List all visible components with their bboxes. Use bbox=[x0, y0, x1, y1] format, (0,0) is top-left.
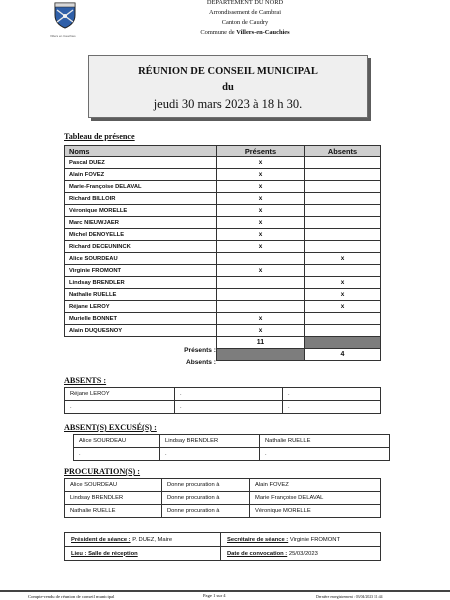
member-name: Réjane LEROY bbox=[65, 301, 217, 313]
table-row bbox=[65, 479, 381, 492]
meeting-title: RÉUNION DE CONSEIL MUNICIPAL bbox=[138, 66, 318, 77]
excuses-table bbox=[73, 434, 390, 461]
absent-cell: . bbox=[175, 401, 283, 414]
member-name: Véronique MORELLE bbox=[65, 205, 217, 217]
absent-cell: Réjane LEROY bbox=[65, 388, 175, 401]
table-row bbox=[65, 193, 381, 205]
table-row bbox=[65, 241, 381, 253]
present-mark: x bbox=[217, 181, 305, 193]
table-row bbox=[65, 265, 381, 277]
meeting-title-du: du bbox=[222, 82, 234, 93]
procurations-heading: PROCURATION(S) : bbox=[64, 467, 141, 476]
absent-mark bbox=[305, 229, 381, 241]
present-mark: x bbox=[217, 265, 305, 277]
footer-page-number: Page 1 sur 4 bbox=[203, 593, 226, 598]
member-name: Alice SOURDEAU bbox=[65, 253, 217, 265]
absents-total-row bbox=[65, 349, 381, 361]
footer-divider bbox=[0, 590, 450, 592]
present-mark: x bbox=[217, 217, 305, 229]
absent-mark: x bbox=[305, 277, 381, 289]
lieu-label: Lieu : Salle de réception bbox=[71, 550, 138, 557]
member-name: Marie-Françoise DELAVAL bbox=[65, 181, 217, 193]
convocation-cell bbox=[221, 547, 381, 561]
table-row bbox=[65, 505, 381, 518]
secretaire-value: Virginie FROMONT bbox=[288, 536, 340, 543]
member-name: Richard BILLOIR bbox=[65, 193, 217, 205]
absents-total-filler bbox=[217, 349, 305, 361]
table-row bbox=[65, 277, 381, 289]
presents-total-row bbox=[65, 337, 381, 349]
absent-mark bbox=[305, 241, 381, 253]
presents-total-label: Présents : bbox=[184, 347, 216, 354]
present-mark bbox=[217, 289, 305, 301]
absent-mark bbox=[305, 157, 381, 169]
present-mark: x bbox=[217, 157, 305, 169]
presents-total-value: 11 bbox=[256, 339, 265, 346]
col-header-absents: Absents bbox=[305, 146, 381, 157]
table-row bbox=[65, 301, 381, 313]
absents-total: 4 bbox=[305, 349, 381, 361]
absent-mark: x bbox=[305, 289, 381, 301]
footer-right: Dernière enregistrement : 03/04/2023 11:44 bbox=[316, 595, 383, 599]
footer-left: Compte-rendu de réunion de conseil municipal bbox=[28, 594, 115, 599]
table-row bbox=[65, 181, 381, 193]
table-row bbox=[65, 325, 381, 337]
lieu-cell bbox=[65, 547, 221, 561]
table-row bbox=[65, 547, 381, 561]
seance-info-table bbox=[64, 532, 381, 561]
procuration-giver: Lindsay BRENDLER bbox=[65, 492, 162, 505]
present-mark bbox=[217, 301, 305, 313]
present-mark: x bbox=[217, 169, 305, 181]
excuse-cell: . bbox=[260, 448, 390, 461]
absent-mark bbox=[305, 265, 381, 277]
table-row bbox=[65, 205, 381, 217]
absent-cell: . bbox=[175, 388, 283, 401]
present-mark bbox=[217, 253, 305, 265]
presents-total-filler bbox=[305, 337, 381, 349]
excuse-cell: Nathalie RUELLE bbox=[260, 435, 390, 448]
member-name: Richard DECEUNINCK bbox=[65, 241, 217, 253]
member-name: Lindsay BRENDLER bbox=[65, 277, 217, 289]
secretaire-cell bbox=[221, 533, 381, 547]
crest-caption: Villers en Cauchies bbox=[50, 34, 76, 38]
coat-of-arms-icon bbox=[52, 0, 78, 30]
member-name: Michel DENOYELLE bbox=[65, 229, 217, 241]
table-row bbox=[65, 289, 381, 301]
commune-name: Villers-en-Cauchies bbox=[236, 29, 290, 36]
procuration-verb: Donne procuration à bbox=[162, 505, 250, 518]
present-mark: x bbox=[217, 313, 305, 325]
procuration-receiver: Véronique MORELLE bbox=[250, 505, 381, 518]
procuration-giver: Nathalie RUELLE bbox=[65, 505, 162, 518]
present-mark: x bbox=[217, 325, 305, 337]
presence-header-row bbox=[65, 146, 381, 157]
arrondissement-line: Arrondissement de Cambrai bbox=[208, 9, 282, 16]
absent-mark: x bbox=[305, 253, 381, 265]
member-name: Marc NIEUWJAER bbox=[65, 217, 217, 229]
member-name: Murielle BONNET bbox=[65, 313, 217, 325]
procuration-receiver: Alain FOVEZ bbox=[250, 479, 381, 492]
absent-mark bbox=[305, 193, 381, 205]
absent-cell: . bbox=[283, 388, 381, 401]
absent-mark bbox=[305, 313, 381, 325]
convocation-value: 25/03/2023 bbox=[287, 550, 318, 557]
present-mark: x bbox=[217, 193, 305, 205]
excuses-heading: ABSENT(S) EXCUSÉ(S) : bbox=[64, 423, 157, 432]
present-mark: x bbox=[217, 241, 305, 253]
presence-table bbox=[64, 145, 381, 361]
table-row bbox=[65, 313, 381, 325]
commune-prefix: Commune de bbox=[200, 29, 237, 36]
excuse-cell: . bbox=[74, 448, 160, 461]
commune-line bbox=[150, 30, 340, 36]
table-row bbox=[74, 448, 390, 461]
table-row bbox=[65, 533, 381, 547]
present-mark bbox=[217, 277, 305, 289]
table-row bbox=[65, 401, 381, 414]
member-name: Virginie FROMONT bbox=[65, 265, 217, 277]
procuration-verb: Donne procuration à bbox=[162, 492, 250, 505]
procurations-table bbox=[64, 478, 381, 518]
secretaire-label: Secrétaire de séance : bbox=[227, 536, 289, 543]
table-row bbox=[65, 388, 381, 401]
table-row bbox=[65, 229, 381, 241]
member-name: Pascal DUEZ bbox=[65, 157, 217, 169]
procuration-verb: Donne procuration à bbox=[162, 479, 250, 492]
absent-mark bbox=[305, 205, 381, 217]
absent-mark bbox=[305, 181, 381, 193]
absents-heading: ABSENTS : bbox=[64, 376, 107, 385]
col-header-presents: Présents bbox=[217, 146, 305, 157]
absent-cell: . bbox=[65, 401, 175, 414]
table-row bbox=[65, 157, 381, 169]
absent-mark bbox=[305, 217, 381, 229]
president-label: Président de séance : bbox=[71, 536, 131, 543]
table-row bbox=[65, 492, 381, 505]
meeting-date: jeudi 30 mars 2023 à 18 h 30. bbox=[153, 97, 303, 111]
present-mark: x bbox=[217, 205, 305, 217]
present-mark: x bbox=[217, 229, 305, 241]
procuration-receiver: Marie Françoise DELAVAL bbox=[250, 492, 381, 505]
procuration-giver: Alice SOURDEAU bbox=[65, 479, 162, 492]
excuse-cell: . bbox=[160, 448, 260, 461]
meeting-title-box bbox=[88, 55, 368, 118]
member-name: Nathalie RUELLE bbox=[65, 289, 217, 301]
excuse-cell: Alice SOURDEAU bbox=[74, 435, 160, 448]
table-row bbox=[74, 435, 390, 448]
absent-cell: . bbox=[283, 401, 381, 414]
president-cell bbox=[65, 533, 221, 547]
president-value: P. DUEZ, Maire bbox=[130, 536, 173, 543]
absent-mark: x bbox=[305, 301, 381, 313]
departement-line: DÉPARTEMENT DU NORD bbox=[206, 0, 284, 6]
canton-line: Canton de Caudry bbox=[221, 19, 269, 26]
table-row bbox=[65, 253, 381, 265]
presents-total bbox=[217, 337, 305, 349]
col-header-noms: Noms bbox=[65, 146, 217, 157]
absents-table bbox=[64, 387, 381, 414]
table-row bbox=[65, 169, 381, 181]
convocation-label: Date de convocation : bbox=[227, 550, 288, 557]
member-name: Alain FOVEZ bbox=[65, 169, 217, 181]
absents-total-label: Absents : bbox=[185, 359, 216, 366]
presence-heading: Tableau de présence bbox=[64, 132, 135, 141]
excuse-cell: Lindsay BRENDLER bbox=[160, 435, 260, 448]
absent-mark bbox=[305, 325, 381, 337]
member-name: Alain DUQUESNOY bbox=[65, 325, 217, 337]
table-row bbox=[65, 217, 381, 229]
absent-mark bbox=[305, 169, 381, 181]
